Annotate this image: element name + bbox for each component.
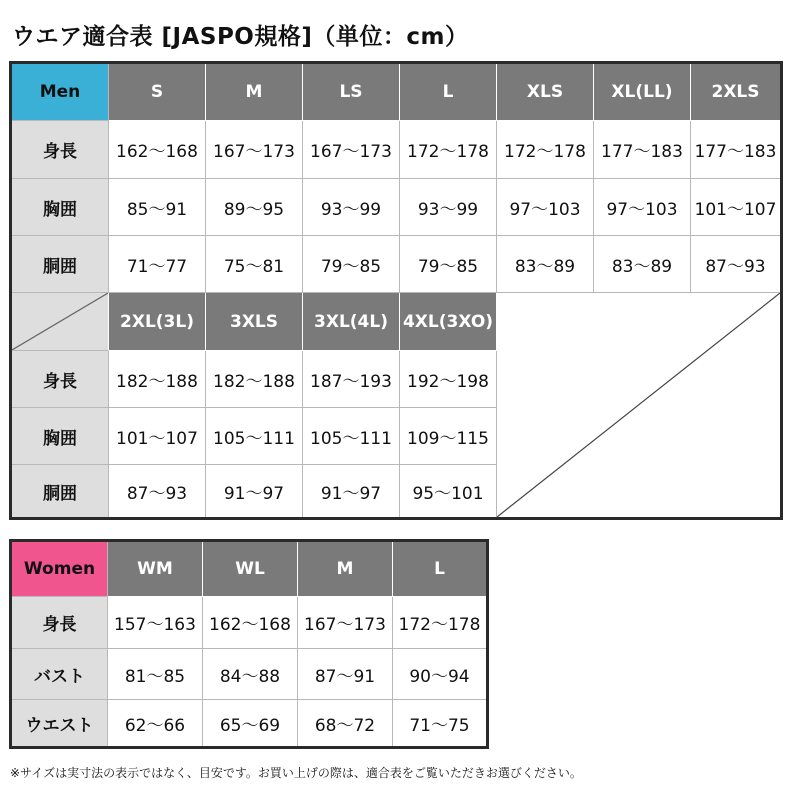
men-value-cell: 172〜178 xyxy=(497,121,594,179)
men-value-cell: 87〜93 xyxy=(691,236,780,293)
women-value-cell: 172〜178 xyxy=(393,597,486,649)
men-row-label: 胴囲 xyxy=(12,236,109,293)
men-value-cell: 101〜107 xyxy=(109,408,206,465)
men-size-table xyxy=(9,61,783,520)
empty-diagonal-area xyxy=(497,293,780,517)
women-value-cell: 90〜94 xyxy=(393,649,486,700)
men-size-header: M xyxy=(206,64,303,121)
women-value-cell: 87〜91 xyxy=(298,649,393,700)
men-value-cell: 93〜99 xyxy=(400,179,497,236)
men-value-cell: 177〜183 xyxy=(691,121,780,179)
men-value-cell: 177〜183 xyxy=(594,121,691,179)
men-size-header: L xyxy=(400,64,497,121)
men-value-cell: 192〜198 xyxy=(400,351,497,408)
men-value-cell: 97〜103 xyxy=(497,179,594,236)
men-size-header: LS xyxy=(303,64,400,121)
women-row-label: バスト xyxy=(12,649,108,700)
women-value-cell: 157〜163 xyxy=(108,597,203,649)
men-value-cell: 95〜101 xyxy=(400,465,497,517)
men-size-header: 2XL(3L) xyxy=(109,293,206,351)
men-value-cell: 91〜97 xyxy=(303,465,400,517)
men-row-label: 胸囲 xyxy=(12,408,109,465)
men-value-cell: 89〜95 xyxy=(206,179,303,236)
men-value-cell: 79〜85 xyxy=(400,236,497,293)
diagonal-line xyxy=(12,293,108,350)
men-size-header: XLS xyxy=(497,64,594,121)
men-value-cell: 109〜115 xyxy=(400,408,497,465)
men-value-cell: 172〜178 xyxy=(400,121,497,179)
women-value-cell: 71〜75 xyxy=(393,700,486,746)
men-value-cell: 97〜103 xyxy=(594,179,691,236)
men-value-cell: 182〜188 xyxy=(206,351,303,408)
page-title: ウエア適合表 [JASPO規格]（単位：cm） xyxy=(12,24,469,50)
women-size-header: M xyxy=(298,542,393,597)
men-value-cell: 91〜97 xyxy=(206,465,303,517)
men-size-header: 4XL(3XO) xyxy=(400,293,497,351)
women-corner-label: Women xyxy=(12,542,108,597)
men-row-label: 胴囲 xyxy=(12,465,109,517)
men-value-cell: 105〜111 xyxy=(206,408,303,465)
men-size-header: 2XLS xyxy=(691,64,780,121)
women-value-cell: 84〜88 xyxy=(203,649,298,700)
men-value-cell: 83〜89 xyxy=(497,236,594,293)
men-value-cell: 182〜188 xyxy=(109,351,206,408)
men-value-cell: 87〜93 xyxy=(109,465,206,517)
women-row-label: ウエスト xyxy=(12,700,108,746)
men-value-cell: 162〜168 xyxy=(109,121,206,179)
men-row-label: 身長 xyxy=(12,121,109,179)
men-value-cell: 71〜77 xyxy=(109,236,206,293)
men-value-cell: 105〜111 xyxy=(303,408,400,465)
men-value-cell: 85〜91 xyxy=(109,179,206,236)
men-row-label: 胸囲 xyxy=(12,179,109,236)
men-value-cell: 75〜81 xyxy=(206,236,303,293)
women-value-cell: 162〜168 xyxy=(203,597,298,649)
empty-area-diagonal-line xyxy=(497,293,780,517)
women-value-cell: 81〜85 xyxy=(108,649,203,700)
women-value-cell: 65〜69 xyxy=(203,700,298,746)
women-size-table xyxy=(9,539,489,749)
men-size-header: XL(LL) xyxy=(594,64,691,121)
men-value-cell: 101〜107 xyxy=(691,179,780,236)
men-value-cell: 83〜89 xyxy=(594,236,691,293)
men-size-header: 3XL(4L) xyxy=(303,293,400,351)
men-value-cell: 167〜173 xyxy=(206,121,303,179)
women-value-cell: 167〜173 xyxy=(298,597,393,649)
men-size-header: S xyxy=(109,64,206,121)
women-value-cell: 68〜72 xyxy=(298,700,393,746)
men-corner-label: Men xyxy=(12,64,109,121)
men-value-cell: 79〜85 xyxy=(303,236,400,293)
women-value-cell: 62〜66 xyxy=(108,700,203,746)
men-value-cell: 167〜173 xyxy=(303,121,400,179)
men-value-cell: 93〜99 xyxy=(303,179,400,236)
women-size-header: L xyxy=(393,542,486,597)
women-size-header: WL xyxy=(203,542,298,597)
women-size-header: WM xyxy=(108,542,203,597)
footnote: ※サイズは実寸法の表示ではなく、目安です。お買い上げの際は、適合表をご覧いただきお選びください。 xyxy=(10,766,582,780)
men-corner-diagonal xyxy=(12,293,109,351)
men-row-label: 身長 xyxy=(12,351,109,408)
men-value-cell: 187〜193 xyxy=(303,351,400,408)
women-row-label: 身長 xyxy=(12,597,108,649)
men-size-header: 3XLS xyxy=(206,293,303,351)
